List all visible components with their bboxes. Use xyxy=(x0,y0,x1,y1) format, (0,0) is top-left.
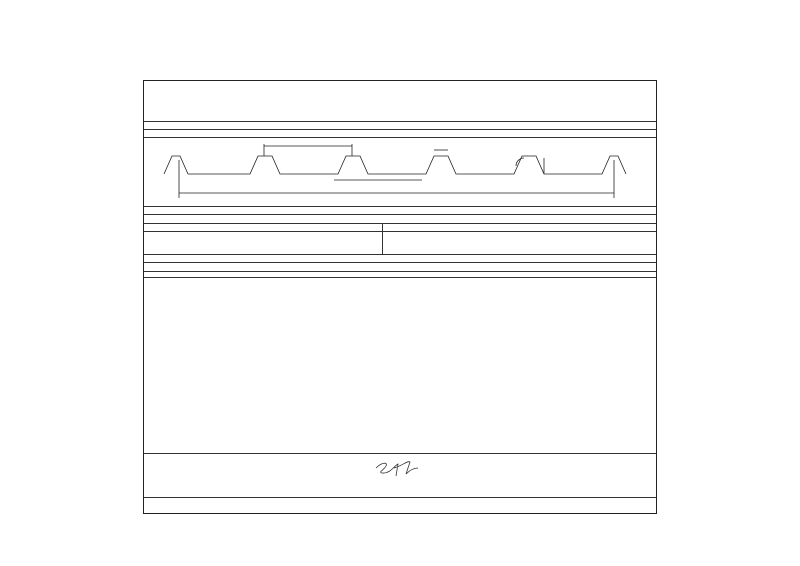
intended-use xyxy=(144,199,656,207)
system3-label xyxy=(144,224,383,232)
document-title xyxy=(144,81,656,122)
signatory-role xyxy=(144,488,656,496)
reference-number xyxy=(144,122,656,130)
system3-text xyxy=(144,232,383,254)
declared-performance xyxy=(144,263,656,272)
signatory-name xyxy=(144,480,656,488)
harmonised-standard xyxy=(144,254,656,263)
statement xyxy=(150,427,650,449)
signature xyxy=(372,456,422,478)
product-type xyxy=(144,130,656,138)
signature-date xyxy=(144,498,656,506)
manufacturer xyxy=(144,207,656,215)
declaration-document xyxy=(143,80,657,514)
system-heading xyxy=(144,215,656,224)
system4-text xyxy=(383,232,656,254)
teknoroof-logo xyxy=(515,50,516,83)
system4-label xyxy=(383,224,656,232)
